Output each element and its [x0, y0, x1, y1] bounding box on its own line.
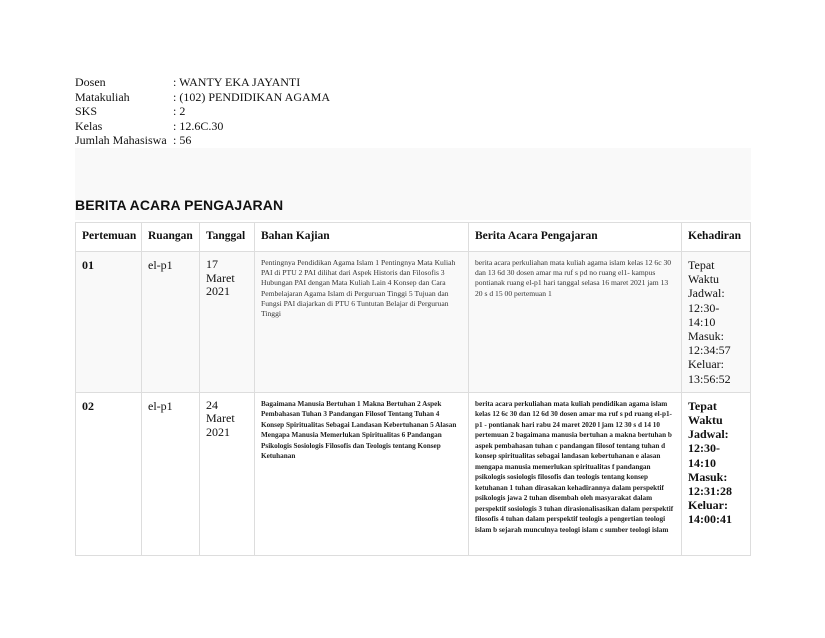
kehadiran-line: Jadwal:: [688, 286, 725, 301]
course-info: [75, 75, 330, 148]
kehadiran-line: 13:56:52: [688, 371, 731, 386]
cell-bahan-kajian: Pentingnya Pendidikan Agama Islam 1 Pentingnya Mata Kuliah PAI di PTU 2 PAI dilihat dari Aspek Historis dan Filosofis 3 Hubungan PAI dengan Mata Kuliah Lain 4 Konsep dan Cara Pembelajaran Agama Islam di Perguruan Tinggi 5 Tujuan dan Fungsi PAI diajarkan di PTU 6 Tuntutan Belajar di Perguruan Tinggi: [255, 252, 469, 393]
info-label: Kelas: [75, 118, 103, 133]
cell-ruangan: el-p1: [142, 392, 200, 555]
info-label: Dosen: [75, 75, 106, 89]
kehadiran-line: Waktu: [688, 413, 723, 428]
kehadiran-line: 12:34:57: [688, 343, 731, 358]
info-row-jumlah-mahasiswa: [75, 133, 330, 148]
kehadiran-line: Masuk:: [688, 469, 728, 484]
kehadiran-line: 12:30-: [688, 300, 720, 315]
table-header-row: [76, 223, 751, 252]
info-row-dosen: [75, 75, 330, 90]
info-value: : WANTY EKA JAYANTI: [173, 75, 301, 89]
cell-ruangan: el-p1: [142, 252, 200, 393]
kehadiran-line: Tepat: [688, 258, 715, 272]
info-value: : 2: [173, 104, 186, 119]
info-row-kelas: [75, 119, 330, 134]
info-value: : (102) PENDIDIKAN AGAMA: [173, 89, 330, 104]
column-header-ruangan: Ruangan: [142, 223, 200, 252]
cell-berita-acara: berita acara perkuliahan mata kuliah pendidikan agama islam kelas 12 6c 30 dan 12 6d 30 dosen amar ma ruf s pd ruang el-p1-p1 - pontianak hari rabu 24 maret 2020 l jam 12 30 s d 14 10 pertemuan 2 bagaimana manusia bertuhan a makna bertuhan b aspek pembahasan tuhan c pandangan filosof tentang tuhan d konsep spiritualitas sebagai landasan kebertuhanan e alasan mengapa manusia memerlukan spiritualitas f pandangan psikologis sosiologis filosofis dan teologis tentang konsep ketuhanan 1 tuhan dirasakan kehadirannya dalam perspektif psikologis jawa 2 tuhan disembah oleh masyarakat dalam perspektif sosiologis 3 tuhan dirasionalisasikan dalam perspektif filosofis 4 tuhan dalam perspektif teologis a pengertian teologi islam b sejarah munculnya teologi islam c sumber teologi islam: [469, 392, 682, 555]
kehadiran-line: Keluar:: [688, 498, 728, 513]
kehadiran-line: Masuk:: [688, 329, 724, 344]
cell-bahan-kajian: Bagaimana Manusia Bertuhan 1 Makna Bertuhan 2 Aspek Pembahasan Tuhan 3 Pandangan Filosof Tentang Tuhan 4 Konsep Spiritualitas Sebagai Landasan Kebertuhanan 5 Alasan Mengapa Manusia Memerlukan Spiritualitas 6 Pandangan Psikologis Sosiologis Filosofis dan Teologis tentang Konsep Ketuhanan: [255, 392, 469, 555]
info-row-sks: [75, 104, 330, 119]
column-header-berita-acara: Berita Acara Pengajaran: [469, 223, 682, 252]
kehadiran-line: Jadwal:: [688, 427, 729, 442]
info-label: Matakuliah: [75, 89, 130, 104]
column-header-tanggal: Tanggal: [200, 223, 255, 252]
cell-kehadiran: [682, 252, 751, 393]
kehadiran-line: Tepat: [688, 398, 717, 413]
cell-kehadiran: [682, 392, 751, 555]
column-header-pertemuan: Pertemuan: [76, 223, 142, 252]
page-title: BERITA ACARA PENGAJARAN: [75, 197, 284, 213]
teaching-record-table: [75, 222, 751, 556]
info-label: Jumlah Mahasiswa: [75, 133, 167, 148]
kehadiran-line: Keluar:: [688, 357, 724, 372]
kehadiran-line: 14:10: [688, 314, 716, 329]
table-row: [76, 392, 751, 555]
column-header-kehadiran: Kehadiran: [682, 223, 751, 252]
info-value: : 56: [173, 133, 192, 148]
cell-tanggal: 17 Maret 2021: [200, 252, 255, 393]
column-header-bahan-kajian: Bahan Kajian: [255, 223, 469, 252]
kehadiran-line: 12:30-: [688, 441, 720, 456]
info-label: SKS: [75, 104, 98, 119]
info-value: : 12.6C.30: [173, 118, 224, 133]
info-row-matakuliah: [75, 90, 330, 105]
cell-pertemuan: 01: [76, 252, 142, 393]
kehadiran-line: 14:00:41: [688, 512, 732, 527]
table-row: [76, 252, 751, 393]
kehadiran-line: Waktu: [688, 272, 720, 287]
cell-berita-acara: berita acara perkuliahan mata kuliah agama islam kelas 12 6c 30 dan 13 6d 30 dosen amar ma ruf s pd no ruang el1- kampus pontianak ruang el-p1 hari tanggal selasa 16 maret 2021 jam 13 20 s d 15 00 pertemuan 1: [469, 252, 682, 393]
kehadiran-line: 12:31:28: [688, 484, 732, 499]
cell-pertemuan: 02: [76, 392, 142, 555]
cell-tanggal: 24 Maret 2021: [200, 392, 255, 555]
kehadiran-line: 14:10: [688, 455, 716, 470]
